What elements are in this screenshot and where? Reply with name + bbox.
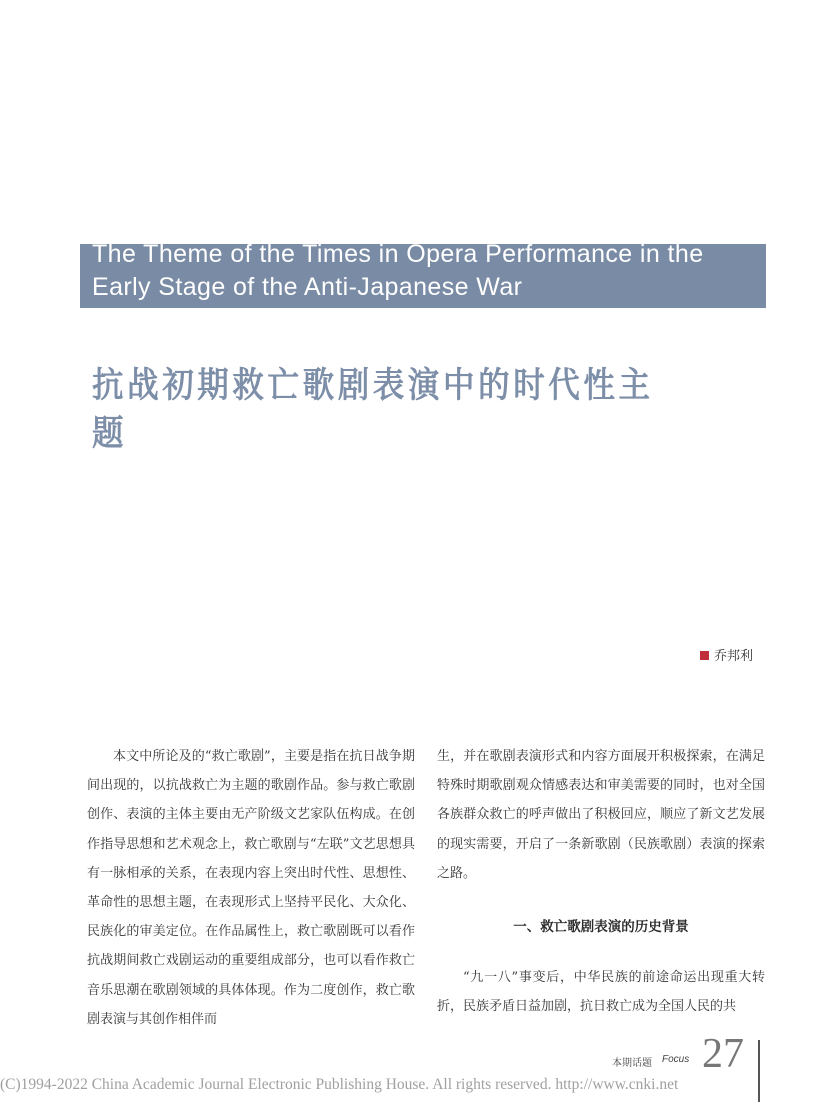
author-marker-icon (700, 651, 709, 660)
body-paragraph: 本文中所论及的“救亡歌剧”，主要是指在抗日战争期间出现的，以抗战救亡为主题的歌剧作品。参与救亡歌剧创作、表演的主体主要由无产阶级文艺家队伍构成。在创作指导思想和艺术观念上，救亡歌剧与“左联”文艺思想具有一脉相承的关系，在表现内容上突出时代性、思想性、革命性的思想主题，在表现形式上坚持平民化、大众化、民族化的审美定位。在作品属性上，救亡歌剧既可以看作抗战期间救亡戏剧运动的重要组成部分，也可以看作救亡音乐思潮在歌剧领域的具体体现。作为二度创作，救亡歌剧表演与其创作相伴而 (87, 749, 415, 1027)
body-paragraph-continued: 生，并在歌剧表演形式和内容方面展开积极探索，在满足特殊时期歌剧观众情感表达和审美需要的同时，也对全国各族群众救亡的呼声做出了积极回应，顺应了新文艺发展的现实需要，开启了一条新歌剧（民族歌剧）表演的探索之路。 (437, 749, 765, 881)
section-heading: 一、救亡歌剧表演的历史背景 (513, 919, 689, 936)
author-name: 乔邦利 (714, 649, 754, 664)
column-label: 本期话题 (612, 1058, 652, 1069)
english-title: The Theme of the Times in Opera Performance in the Early Stage of the Anti-Japanese War (92, 240, 704, 301)
author-byline (700, 648, 790, 666)
chinese-title: 抗战初期救亡歌剧表演中的时代性主题 (92, 366, 654, 454)
body-column-right (437, 742, 765, 1021)
body-column-left (87, 742, 415, 1034)
copyright-watermark: (C)1994-2022 China Academic Journal Electronic Publishing House. All rights reserved. http://www.cnki.net (0, 1076, 679, 1093)
column-label-en: Focus (662, 1054, 690, 1065)
body-paragraph: “九一八”事变后，中华民族的前途命运出现重大转折，民族矛盾日益加剧，抗日救亡成为全国人民的共 (437, 970, 765, 1015)
page-number: 27 (702, 1031, 744, 1077)
footer-divider (758, 1040, 760, 1102)
